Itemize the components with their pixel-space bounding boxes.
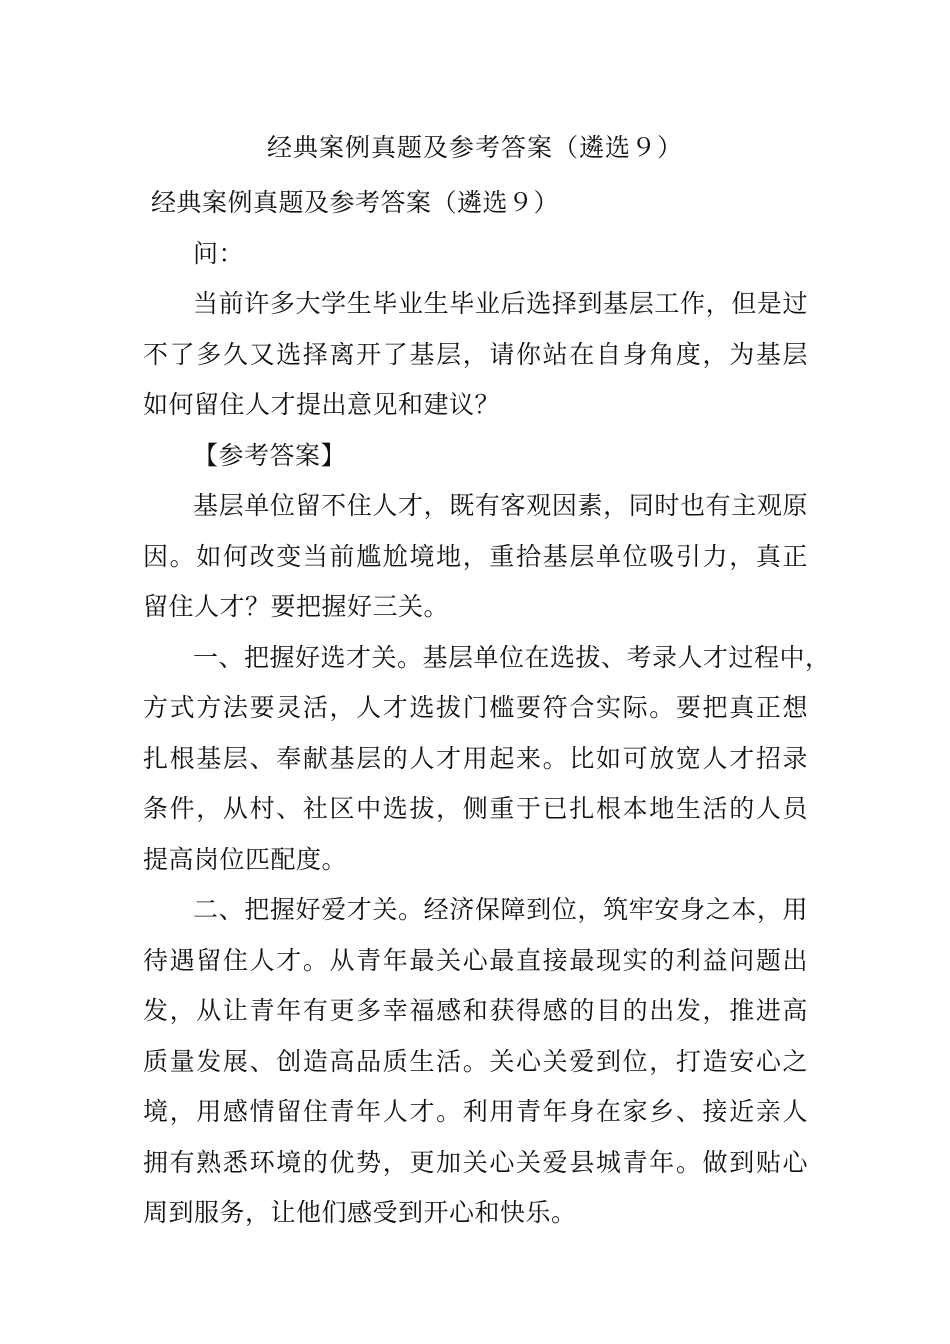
paragraph-line: 条件，从村、社区中选拔，侧重于已扎根本地生活的人员 [143,794,808,823]
document-subtitle: 经典案例真题及参考答案（遴选９） [151,188,560,217]
paragraph-line: 周到服务，让他们感受到开心和快乐。 [143,1198,577,1227]
paragraph-line: 提高岗位匹配度。 [143,844,348,874]
paragraph-line: 因。如何改变当前尴尬境地，重拾基层单位吸引力，真正 [143,541,808,571]
paragraph-line: 方式方法要灵活，人才选拔门槛要符合实际。要把真正想 [143,693,808,722]
paragraph-line: 基层单位留不住人才，既有客观因素，同时也有主观原 [193,491,808,520]
intro-paragraph [143,481,808,633]
answer-label: 【参考答案】 [193,440,347,470]
paragraph-line: 境，用感情留住青年人才。利用青年身在家乡、接近亲人 [143,1097,808,1126]
question-label: 问： [193,238,245,268]
document-body [143,178,831,1239]
paragraph-line: 扎根基层、奉献基层的人才用起来。比如可放宽人才招录 [143,743,808,773]
point2-paragraph [143,885,808,1239]
paragraph-line: 不了多久又选择离开了基层，请你站在自身角度，为基层 [143,339,808,369]
paragraph-line: 如何留住人才提出意见和建议？ [143,390,501,419]
question-paragraph [143,279,808,431]
paragraph-line: 二、把握好爱才关。经济保障到位，筑牢安身之本，用 [193,895,808,924]
paragraph-line: 当前许多大学生毕业生毕业后选择到基层工作，但是过 [193,289,808,318]
paragraph-line: 质量发展、创造高品质生活。关心关爱到位，打造安心之 [143,1046,808,1076]
paragraph-line: 发，从让青年有更多幸福感和获得感的目的出发，推进高 [143,996,808,1025]
document-title: 经典案例真题及参考答案（遴选９） [266,133,683,162]
paragraph-line: 待遇留住人才。从青年最关心最直接最现实的利益问题出 [143,945,808,975]
paragraph-line: 拥有熟悉环境的优势，更加关心关爱县城青年。做到贴心 [143,1147,808,1177]
paragraph-line: 一、把握好选才关。基层单位在选拔、考录人才过程中， [193,642,831,672]
point1-paragraph [143,633,831,886]
paragraph-line: 留住人才？要把握好三关。 [143,592,450,621]
